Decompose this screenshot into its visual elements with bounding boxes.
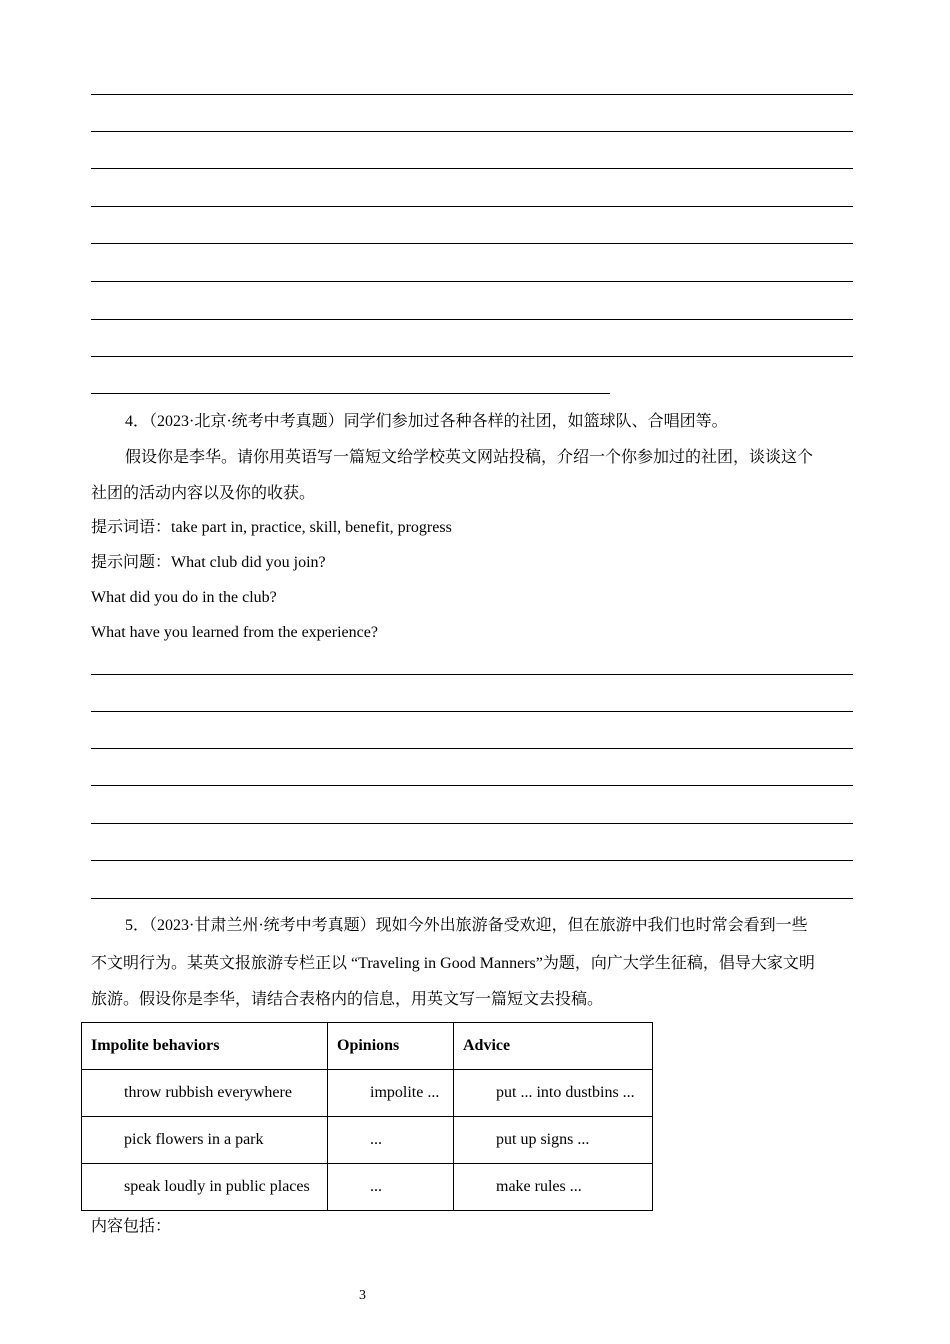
q5-prompt-line-3: 旅游。假设你是李华，请结合表格内的信息，用英文写一篇短文去投稿。 xyxy=(91,991,604,1008)
table-cell: pick flowers in a park xyxy=(82,1117,328,1164)
table-header-cell: Opinions xyxy=(328,1023,454,1070)
q4-header: 4．（2023·北京·统考中考真题）同学们参加过各种各样的社团，如篮球队、合唱团等。 xyxy=(125,413,728,430)
answer-line[interactable] xyxy=(91,393,610,394)
answer-line[interactable] xyxy=(91,94,853,95)
table-header-cell: Impolite behaviors xyxy=(82,1023,328,1070)
answer-line[interactable] xyxy=(91,356,853,357)
table-row xyxy=(82,1070,653,1117)
q4-prompt-line-1: 假设你是李华。请你用英语写一篇短文给学校英文网站投稿，介绍一个你参加过的社团，谈谈这个 xyxy=(125,449,814,466)
q5-content-label: 内容包括： xyxy=(91,1218,172,1235)
answer-line[interactable] xyxy=(91,674,853,675)
q4-hint-questions: 提示问题：What club did you join? xyxy=(91,554,326,571)
answer-line[interactable] xyxy=(91,281,853,282)
answer-line[interactable] xyxy=(91,711,853,712)
answer-line[interactable] xyxy=(91,785,853,786)
table-cell: put up signs ... xyxy=(454,1117,653,1164)
table-header-row xyxy=(82,1023,653,1070)
table-cell: put ... into dustbins ... xyxy=(454,1070,653,1117)
answer-line[interactable] xyxy=(91,823,853,824)
answer-line[interactable] xyxy=(91,898,853,899)
answer-line[interactable] xyxy=(91,860,853,861)
answer-line[interactable] xyxy=(91,131,853,132)
table-row xyxy=(82,1117,653,1164)
answer-line[interactable] xyxy=(91,748,853,749)
answer-line[interactable] xyxy=(91,168,853,169)
table-cell: make rules ... xyxy=(454,1164,653,1211)
q4-question-3: What have you learned from the experience? xyxy=(91,624,378,641)
table-row xyxy=(82,1164,653,1211)
table-cell: impolite ... xyxy=(328,1070,454,1117)
table-cell: throw rubbish everywhere xyxy=(82,1070,328,1117)
table-cell: ... xyxy=(328,1117,454,1164)
table-header-cell: Advice xyxy=(454,1023,653,1070)
q5-prompt-line-2: 不文明行为。某英文报旅游专栏正以 “Traveling in Good Manners”为题，向广大学生征稿，倡导大家文明 xyxy=(91,955,815,972)
q4-prompt-line-2: 社团的活动内容以及你的收获。 xyxy=(91,485,316,502)
answer-line[interactable] xyxy=(91,243,853,244)
answer-line[interactable] xyxy=(91,319,853,320)
page-number: 3 xyxy=(359,1288,366,1303)
q5-header: 5．（2023·甘肃兰州·统考中考真题）现如今外出旅游备受欢迎，但在旅游中我们也时常会看到一些 xyxy=(125,917,808,934)
table-cell: speak loudly in public places xyxy=(82,1164,328,1211)
table-cell: ... xyxy=(328,1164,454,1211)
answer-line[interactable] xyxy=(91,206,853,207)
behaviors-table xyxy=(81,1022,653,1211)
q4-question-2: What did you do in the club? xyxy=(91,589,277,606)
q4-hint-words: 提示词语：take part in, practice, skill, benefit, progress xyxy=(91,519,452,536)
